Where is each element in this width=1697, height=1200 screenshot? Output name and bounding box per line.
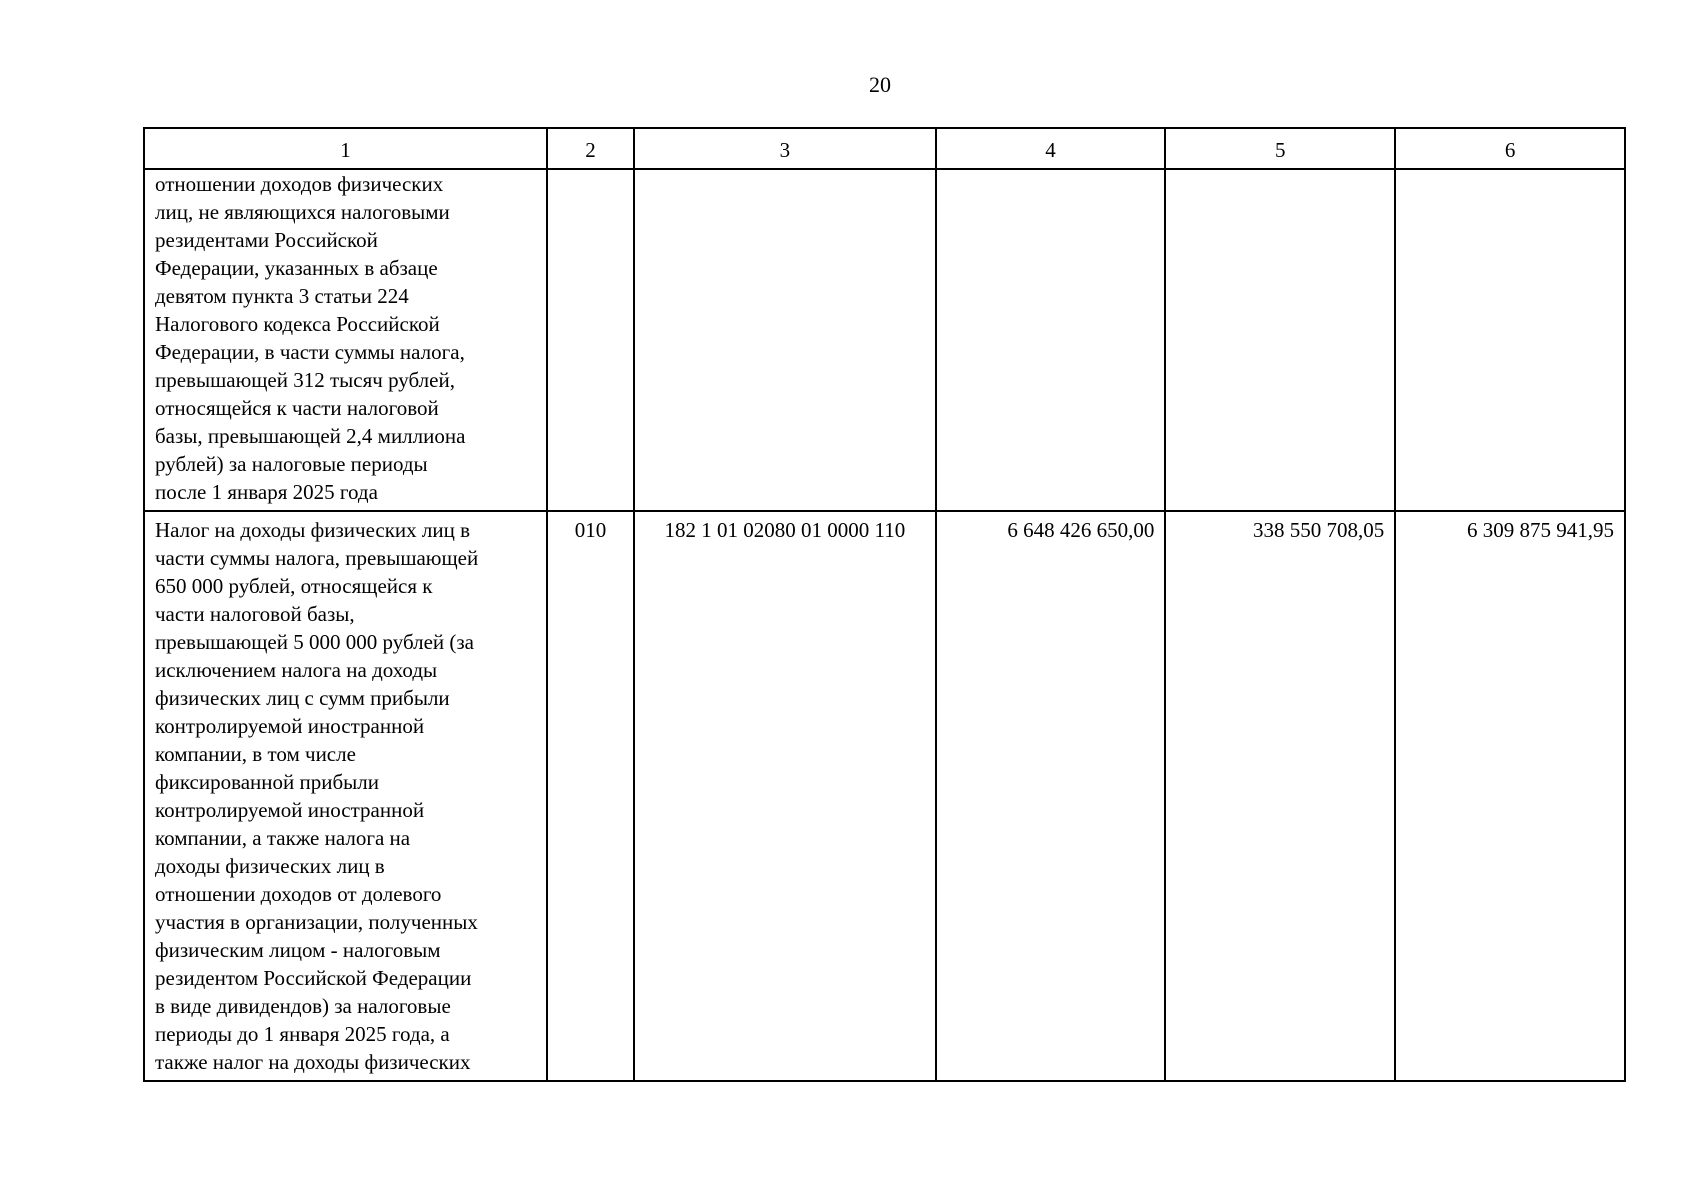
row-code: 010 (547, 511, 634, 1081)
row-description: отношении доходов физических лиц, не являющихся налоговыми резидентами Российской Федерации, указанных в абзаце девятом пункта 3 статьи 224 Налогового кодекса Российской Федерации, в части суммы налога, превышающей 312 тысяч рублей, относящейся к части налоговой базы, превышающей 2,4 миллиона рублей) за налоговые периоды после 1 января 2025 года (155, 172, 466, 504)
header-col-5: 5 (1165, 128, 1395, 169)
header-col-4: 4 (936, 128, 1166, 169)
row-code (547, 169, 634, 511)
row-executed: 338 550 708,05 (1165, 511, 1395, 1081)
row-description: Налог на доходы физических лиц в части суммы налога, превышающей 650 000 рублей, относящейся к части налоговой базы, превышающей 5 000 000 рублей (за исключением налога на доходы физических лиц с сумм прибыли контролируемой иностранной компании, в том числе фиксированной прибыли контролируемой иностранной компании, а также налога на доходы физических лиц в отношении доходов от долевого участия в организации, полученных физическим лицом - налоговым резидентом Российской Федерации в виде дивидендов) за налоговые периоды до 1 января 2025 года, а также налог на доходы физических (155, 518, 479, 1074)
row-description-cell (144, 511, 547, 1081)
header-col-2: 2 (547, 128, 634, 169)
header-col-6: 6 (1395, 128, 1625, 169)
page-number: 20 (869, 72, 891, 97)
table-row (144, 169, 1625, 511)
row-approved (936, 169, 1166, 511)
header-row (144, 128, 1625, 169)
header-col-3: 3 (634, 128, 936, 169)
row-description-cell (144, 169, 547, 511)
row-approved: 6 648 426 650,00 (936, 511, 1166, 1081)
header-col-1: 1 (144, 128, 547, 169)
row-kbk: 182 1 01 02080 01 0000 110 (634, 511, 936, 1081)
table-row (144, 511, 1625, 1081)
table-header (144, 128, 1625, 169)
budget-table (143, 127, 1626, 1082)
row-executed (1165, 169, 1395, 511)
row-unexecuted: 6 309 875 941,95 (1395, 511, 1625, 1081)
row-kbk (634, 169, 936, 511)
table-body (144, 169, 1625, 1081)
row-unexecuted (1395, 169, 1625, 511)
